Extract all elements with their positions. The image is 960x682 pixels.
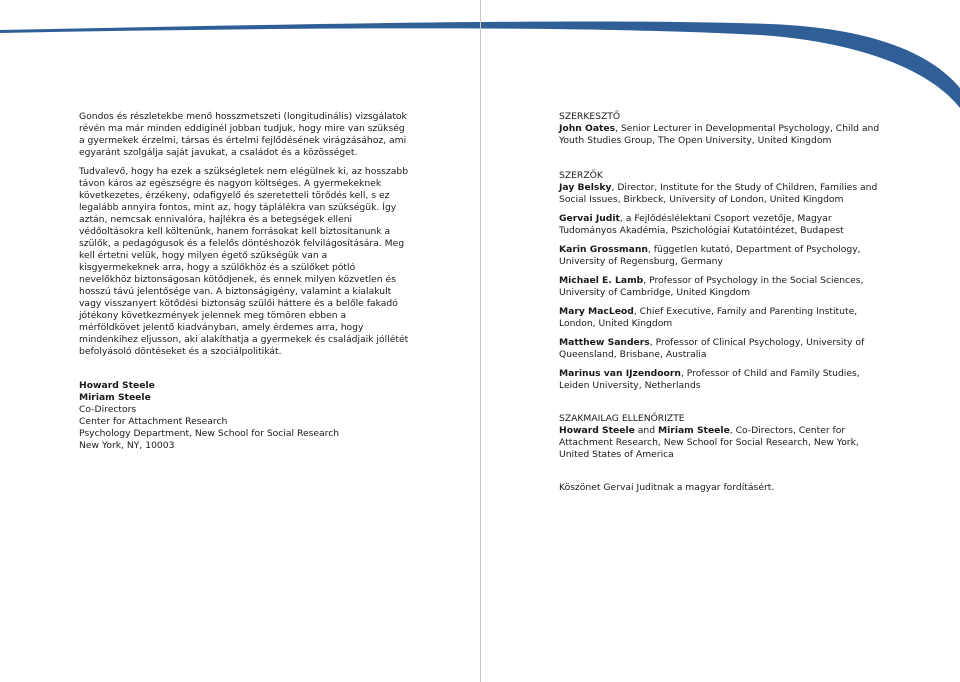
reviewers-section: [559, 413, 889, 461]
author-affiliation: , Director, Institute for the Study of Children, Families and Social Issues, Birkbeck, University of London, United Kingdom: [559, 182, 878, 205]
reviewer-name-2: Miriam Steele: [658, 425, 730, 436]
author-affiliation: , Chief Executive, Family and Parenting Institute, London, United Kingdom: [559, 306, 858, 329]
author-name: Michael E. Lamb: [559, 275, 644, 286]
author-entry: [559, 368, 889, 392]
reviewers-heading: SZAKMAILAG ELLENŐRIZTE: [559, 413, 685, 424]
author-name: Matthew Sanders: [559, 337, 650, 348]
author-entry: [559, 182, 889, 206]
author-entry: [559, 244, 889, 268]
author-entry: [559, 306, 889, 330]
reviewers-affiliation: , Co-Directors, Center for Attachment Research, New School for Social Research, New York, United States of America: [559, 425, 859, 460]
author-name: Marinus van IJzendoorn: [559, 368, 681, 379]
author-affiliation: , Professor of Child and Family Studies, Leiden University, Netherlands: [559, 368, 860, 391]
page-spine-divider: [480, 0, 481, 682]
editor-heading: SZERKESZTŐ: [559, 111, 621, 122]
translation-acknowledgement: Köszönet Gervai Juditnak a magyar fordításért.: [559, 482, 775, 493]
body-paragraph: Tudvalevő, hogy ha ezek a szükségletek nem elégülnek ki, az hosszabb távon káros az egészségre és nagyon költséges. A gyermekeknek következetes, érzékeny, odafigyelő és szeretetteli törődés kell, s ez legalább annyira fontos, mint az, hogy táplálékra van szükségük. Így aztán, nemcsak ennivalóra, hajlékra és a betegségek elleni védőoltásokra kell költenünk, hanem forrásokat kell biztosítanunk a szülők, a pedagógusok és a felelős döntéshozók felvilágosítására. Meg kell értetni velük, hogy milyen égető szükségük van a kisgyermekeknek arra, hogy a szülőkhöz és a szülőket pótló nevelőkhöz biztonságosan kötődjenek, és ennek milyen közvetlen és hosszú távú jelentősége van. A biztonságigény, valamint a kialakult vagy visszanyert kötődési biztonság szülői háttere és a belőle fakadó jótékony következmények jelennek meg tömören ebben a mérföldkövet jelentő kiadványban, amely érdemes arra, hogy mindenkihez eljusson, aki alakíthatja a gyermekek és családjaik jóllétét befolyásoló döntéseket és a szociálpolitikát.: [79, 166, 409, 357]
editor-section: [559, 111, 889, 147]
author-affiliation: , a Fejlődéslélektani Csoport vezetője, Magyar Tudományos Akadémia, Pszichológiai Kutatóintézet, Budapest: [559, 213, 844, 236]
author-affiliation: , Professor of Psychology in the Social Sciences, University of Cambridge, United Kingdom: [559, 275, 864, 298]
author-affiliation: , Professor of Clinical Psychology, University of Queensland, Brisbane, Australia: [559, 337, 865, 360]
reviewers-conjunction: and: [634, 425, 658, 436]
author-name: Gervai Judit: [559, 213, 620, 224]
author-entry: [559, 337, 889, 361]
reviewer-name-1: Howard Steele: [559, 425, 635, 436]
signature-block: [79, 380, 409, 452]
signature-department: Psychology Department, New School for Social Research: [79, 428, 340, 439]
author-entry: [559, 275, 889, 299]
signature-name-2: Miriam Steele: [79, 392, 151, 403]
reviewers-entry: [559, 425, 889, 461]
author-name: Jay Belsky: [559, 182, 612, 193]
signature-name-1: Howard Steele: [79, 380, 155, 391]
editor-affiliation: , Senior Lecturer in Developmental Psychology, Child and Youth Studies Group, The Open University, United Kingdom: [559, 123, 880, 146]
signature-city: New York, NY, 10003: [79, 440, 175, 451]
author-name: Karin Grossmann: [559, 244, 648, 255]
right-page: [559, 111, 889, 494]
intro-paragraph: Gondos és részletekbe menő hosszmetszeti (longitudinális) vizsgálatok révén ma már minden eddiginél jobban tudjuk, hogy mire van szükség a gyermekek érzelmi, társas és értelmi fejlődésének virágzásához, ami egyaránt szolgálja saját javukat, a családot és a közösséget.: [79, 111, 407, 158]
authors-heading: SZERZŐK: [559, 170, 603, 181]
editor-name: John Oates: [559, 123, 616, 134]
editor-entry: [559, 123, 889, 147]
signature-center: Center for Attachment Research: [79, 416, 228, 427]
author-entry: [559, 213, 889, 237]
signature-role: Co-Directors: [79, 404, 137, 415]
author-name: Mary MacLeod: [559, 306, 634, 317]
authors-section: [559, 170, 889, 392]
left-page: [79, 111, 409, 452]
author-affiliation: , független kutató, Department of Psychology, University of Regensburg, Germany: [559, 244, 861, 267]
